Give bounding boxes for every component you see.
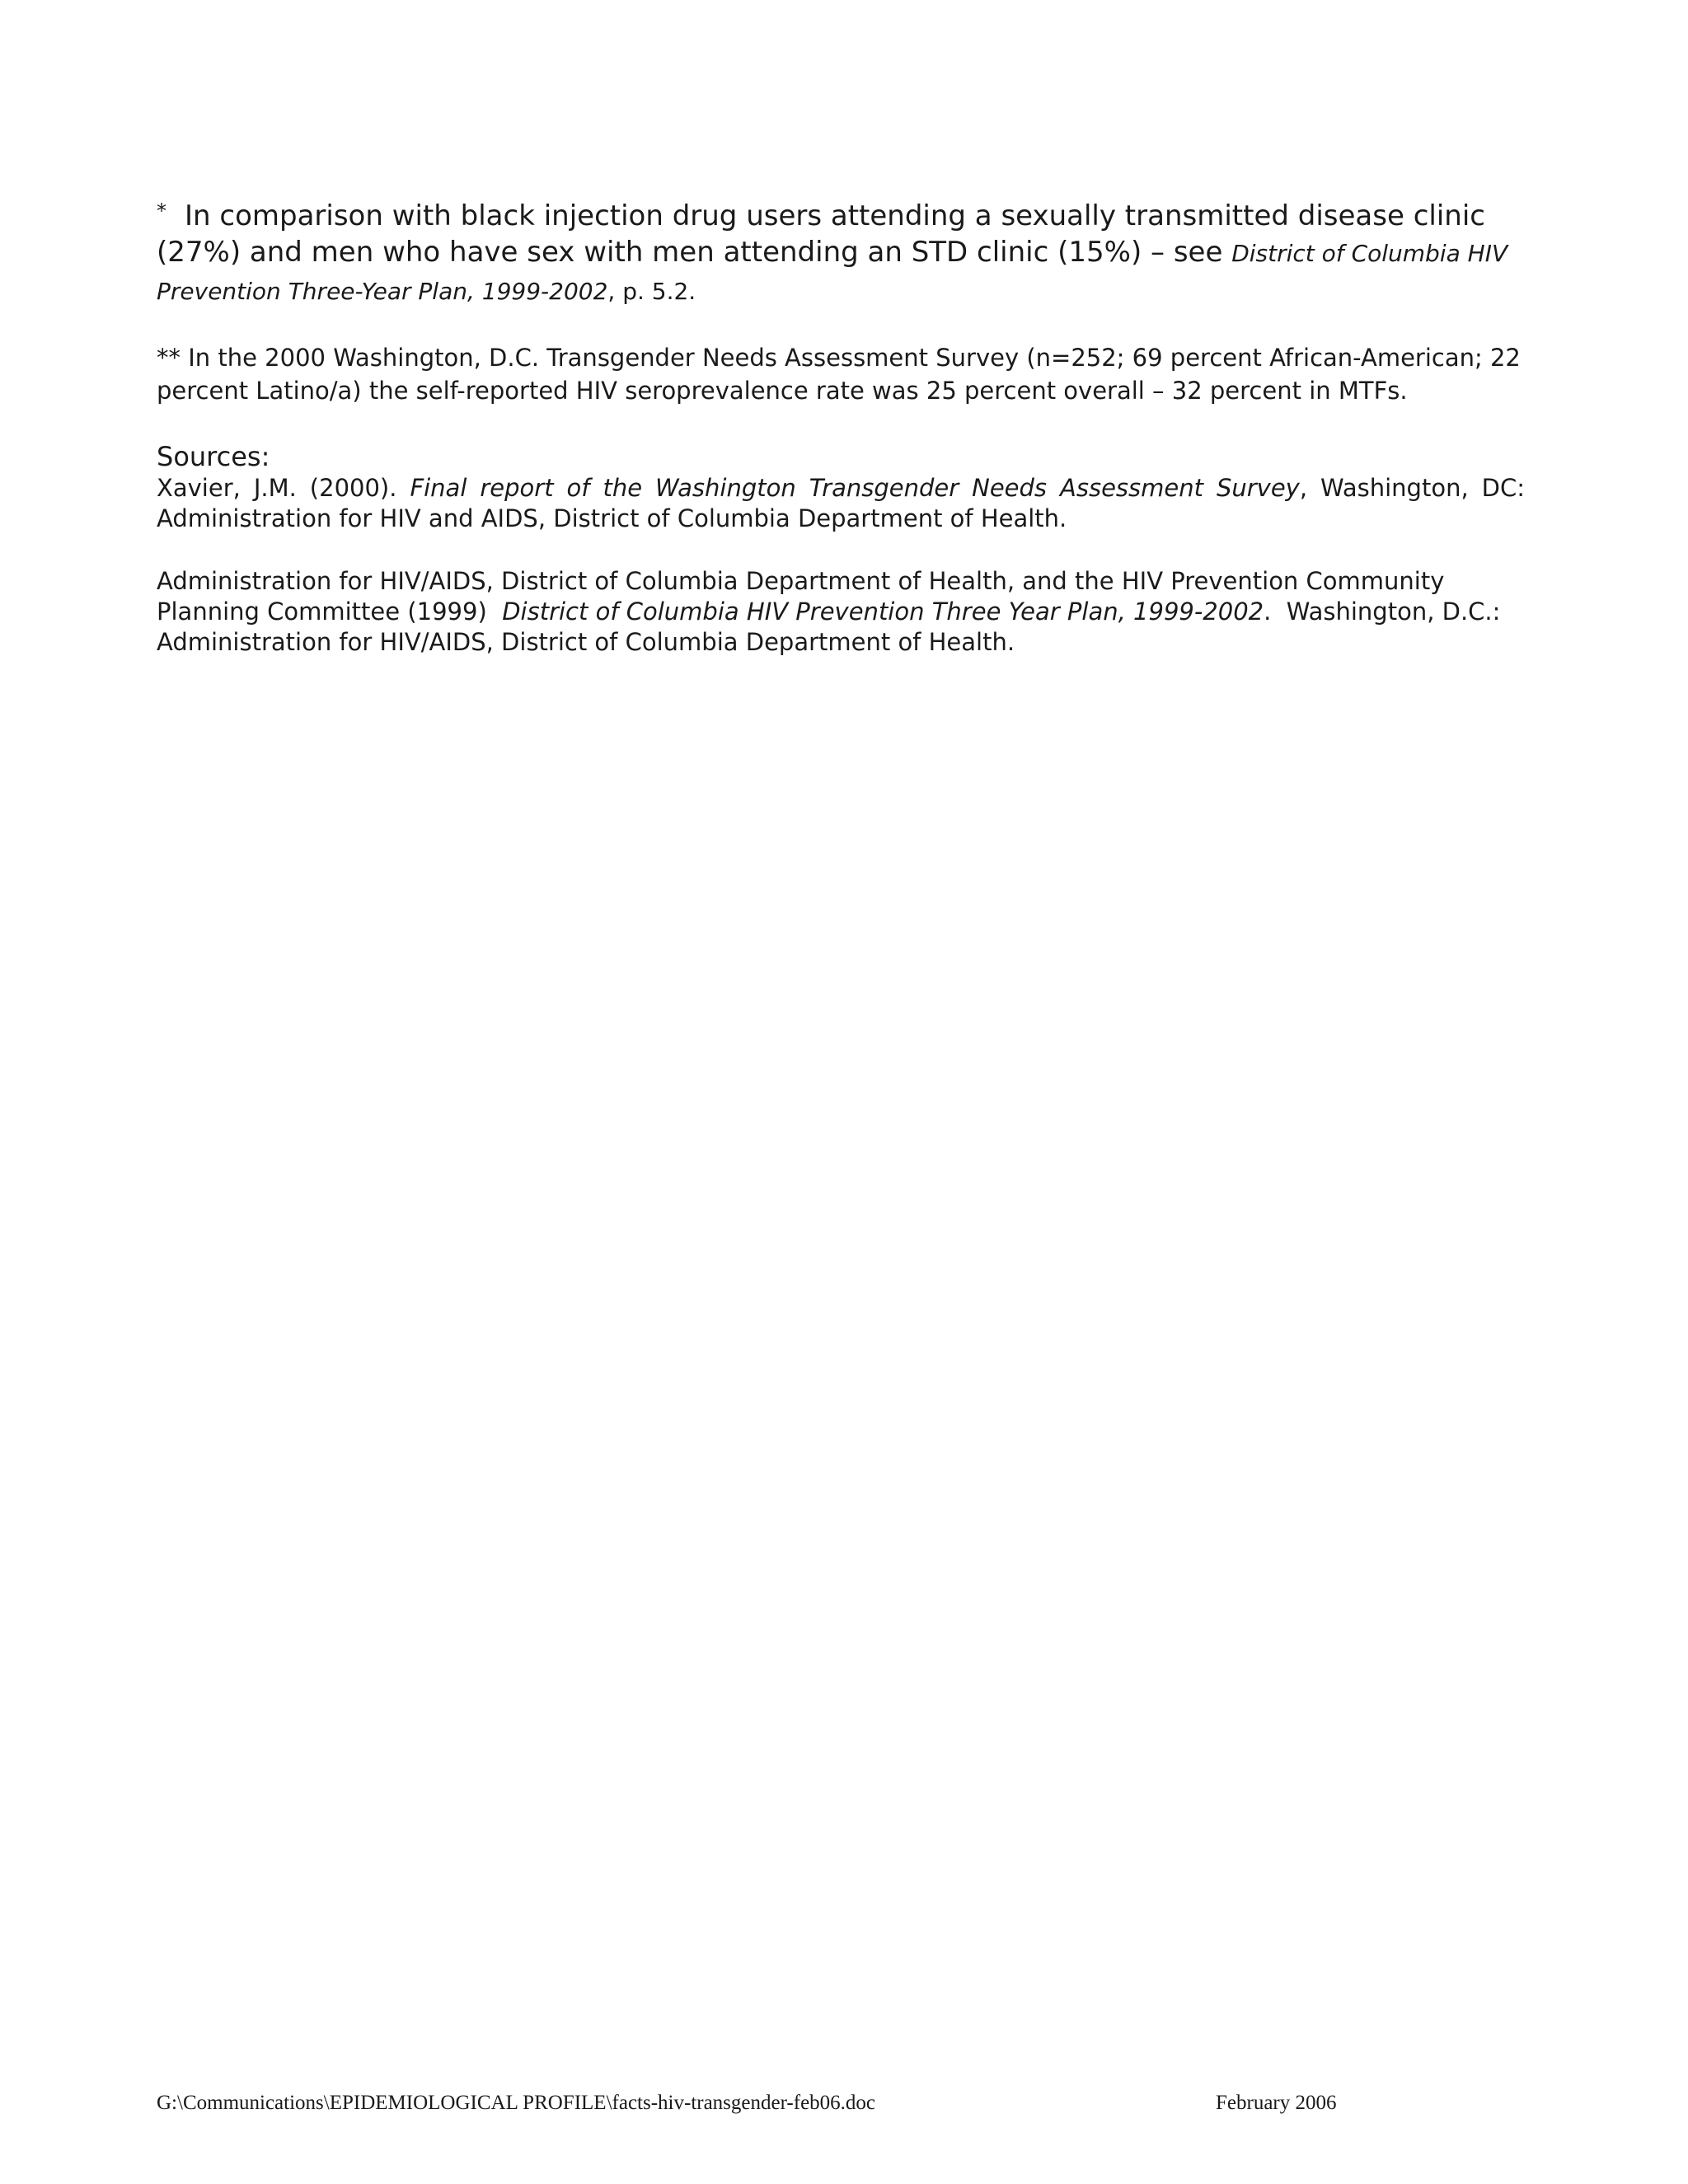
source-reference-2-suffix: . Washington, D.C.: Administration for HIV/AIDS, District of Columbia Department of Health. [157, 598, 1508, 656]
footnote-2-text: ** In the 2000 Washington, D.C. Transgender Needs Assessment Survey (n=252; 69 percent African-American; 22 percent Latino/a) the self-reported HIV seroprevalence rate was 25 percent overall – 32 percent in MTFs. [157, 344, 1521, 405]
footnote-1-text: In comparison with black injection drug users attending a sexually transmitted disease clinic (27%) and men who have sex with men attending an STD clinic (15%) – see [157, 199, 1485, 269]
source-reference-2-title: District of Columbia HIV Prevention Three Year Plan, 1999-2002 [502, 598, 1264, 626]
footnote-1-citation-page: , p. 5.2. [607, 278, 696, 305]
source-reference-2 [157, 566, 1525, 658]
source-reference-1-suffix: , Washington, DC: Administration for HIV and AIDS, District of Columbia Department of Health. [157, 474, 1526, 532]
footer-file-path: G:\Communications\EPIDEMIOLOGICAL PROFILE\facts-hiv-transgender-feb06.doc [157, 2092, 876, 2114]
footnote-1 [157, 198, 1525, 310]
page-content [157, 198, 1525, 658]
footnote-1-marker: * [157, 199, 166, 223]
source-reference-1-title: Final report of the Washington Transgender Needs Assessment Survey [410, 474, 1300, 502]
source-reference-1 [157, 473, 1525, 534]
source-reference-2-prefix: Administration for HIV/AIDS, District of Columbia Department of Health, and the HIV Prevention Community Planning Committee (1999) [157, 567, 1452, 626]
footnote-2 [157, 341, 1525, 407]
footnote-1-citation-title: District of Columbia HIV Prevention Three-Year Plan, 1999-2002 [157, 240, 1508, 305]
footer-date: February 2006 [1216, 2092, 1337, 2114]
source-reference-1-prefix: Xavier, J.M. (2000). [157, 474, 410, 502]
sources-heading: Sources: [157, 441, 270, 472]
